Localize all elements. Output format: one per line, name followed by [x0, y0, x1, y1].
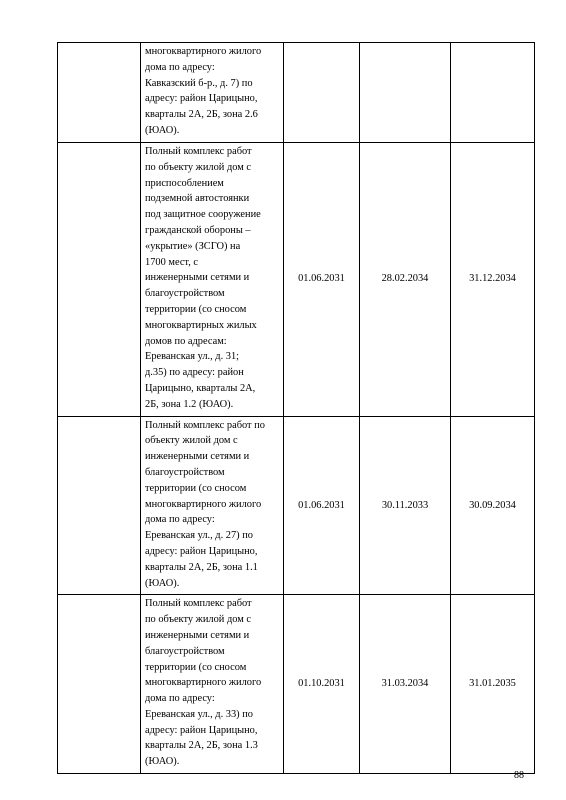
description-line: кварталы 2А, 2Б, зона 1.3 [145, 740, 258, 752]
description-line: домов по адресам: [145, 335, 227, 347]
description-line: адресу: район Царицыно, [145, 545, 258, 557]
description-line: 2Б, зона 1.2 (ЮАО). [145, 398, 234, 410]
schedule-table [57, 42, 535, 774]
description-line: благоустройством [145, 466, 225, 478]
work-description-cell [141, 143, 284, 417]
empty-cell [58, 43, 141, 143]
table-row [58, 143, 535, 417]
description-line: «укрытие» (ЗСГО) на [145, 240, 241, 252]
description-line: многоквартирного жилого [145, 677, 262, 689]
description-line: многоквартирного жилого [145, 46, 262, 57]
completion-date-cell: 30.11.2033 [360, 416, 451, 595]
start-date-cell: 01.06.2031 [284, 143, 360, 417]
work-description-cell [141, 595, 284, 774]
description-line: дома по адресу: [145, 693, 215, 705]
description-line: благоустройством [145, 288, 225, 300]
description-line: Полный комплекс работ [145, 146, 252, 157]
description-line: приспособлением [145, 177, 224, 189]
completion-date-cell: 28.02.2034 [360, 143, 451, 417]
description-line: гражданской обороны – [145, 224, 251, 236]
description-line: (ЮАО). [145, 756, 180, 768]
work-description-cell [141, 416, 284, 595]
completion-date-cell [360, 43, 451, 143]
empty-cell [58, 143, 141, 417]
description-line: (ЮАО). [145, 124, 180, 136]
final-date-cell: 30.09.2034 [451, 416, 535, 595]
description-line: Ереванская ул., д. 31; [145, 351, 240, 363]
description-line: по объекту жилой дом с [145, 161, 252, 173]
description-line: адресу: район Царицыно, [145, 93, 258, 105]
description-line: Царицыно, кварталы 2А, [145, 382, 256, 394]
table-row [58, 595, 535, 774]
description-line: инженерными сетями и [145, 451, 250, 463]
completion-date-cell: 31.03.2034 [360, 595, 451, 774]
schedule-table-body [58, 43, 535, 774]
description-line: кварталы 2А, 2Б, зона 1.1 [145, 561, 258, 573]
start-date-cell [284, 43, 360, 143]
final-date-cell: 31.01.2035 [451, 595, 535, 774]
description-line: многоквартирного жилого [145, 498, 262, 510]
description-line: (ЮАО). [145, 577, 180, 589]
description-line: территории (со сносом [145, 482, 247, 494]
final-date-cell: 31.12.2034 [451, 143, 535, 417]
description-line: Полный комплекс работ [145, 598, 252, 610]
description-line: объекту жилой дом с [145, 435, 238, 447]
description-line: территории (со сносом [145, 303, 247, 315]
description-line: инженерными сетями и [145, 629, 250, 641]
start-date-cell: 01.10.2031 [284, 595, 360, 774]
page-number: 88 [514, 770, 524, 781]
description-line: под защитное сооружение [145, 209, 261, 221]
description-line: адресу: район Царицыно, [145, 724, 258, 736]
description-line: Ереванская ул., д. 27) по [145, 530, 253, 542]
description-line: Полный комплекс работ по [145, 419, 265, 431]
empty-cell [58, 595, 141, 774]
empty-cell [58, 416, 141, 595]
final-date-cell [451, 43, 535, 143]
description-line: кварталы 2А, 2Б, зона 2.6 [145, 109, 258, 121]
description-line: по объекту жилой дом с [145, 614, 252, 626]
description-line: многоквартирных жилых [145, 319, 257, 331]
description-line: дома по адресу: [145, 514, 215, 526]
description-line: благоустройством [145, 645, 225, 657]
description-line: территории (со сносом [145, 661, 247, 673]
table-row [58, 43, 535, 143]
description-line: инженерными сетями и [145, 272, 250, 284]
description-line: дома по адресу: [145, 61, 215, 73]
description-line: д.35) по адресу: район [145, 367, 244, 379]
work-description-cell [141, 43, 284, 143]
description-line: Ереванская ул., д. 33) по [145, 708, 253, 720]
description-line: Кавказский б-р., д. 7) по [145, 77, 253, 89]
description-line: 1700 мест, с [145, 256, 199, 268]
description-line: подземной автостоянки [145, 193, 250, 205]
start-date-cell: 01.06.2031 [284, 416, 360, 595]
table-row [58, 416, 535, 595]
